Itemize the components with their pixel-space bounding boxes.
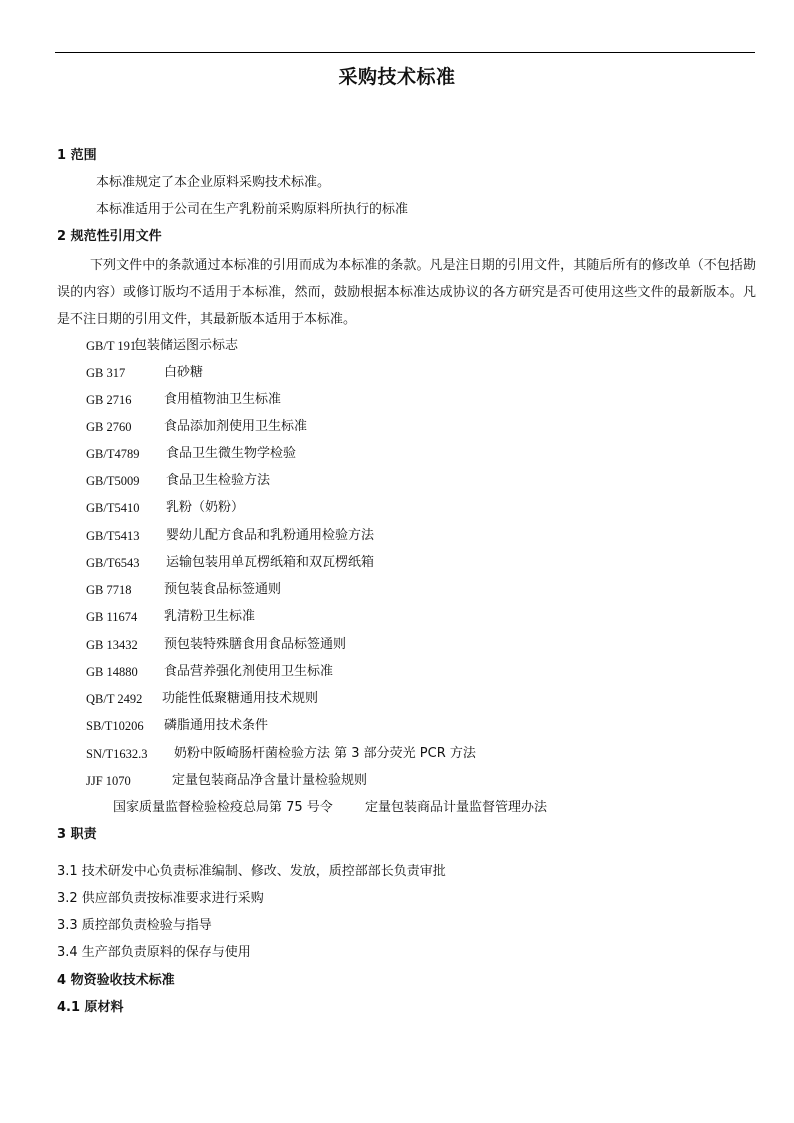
reference-code: GB/T5413 bbox=[86, 529, 140, 543]
section-3-item-4: 3.4 生产部负责原料的保存与使用 bbox=[57, 945, 251, 960]
reference-code: GB/T 191 bbox=[86, 339, 137, 353]
reference-code: SN/T1632.3 bbox=[86, 747, 148, 761]
reference-name: 定量包装商品净含量计量检验规则 bbox=[172, 773, 368, 788]
decree-source: 国家质量监督检验检疫总局第 75 号令 bbox=[113, 800, 333, 815]
reference-item bbox=[86, 554, 375, 573]
reference-item bbox=[86, 772, 368, 791]
reference-name: 磷脂通用技术条件 bbox=[164, 718, 269, 733]
section-3-item-1: 3.1 技术研发中心负责标准编制、修改、发放，质控部部长负责审批 bbox=[57, 864, 446, 879]
reference-code: GB/T4789 bbox=[86, 447, 140, 461]
reference-name: 婴幼儿配方食品和乳粉通用检验方法 bbox=[166, 528, 375, 543]
reference-code: GB 2716 bbox=[86, 393, 132, 407]
reference-code: GB 7718 bbox=[86, 583, 132, 597]
reference-item bbox=[86, 337, 239, 356]
reference-code: GB 11674 bbox=[86, 610, 138, 624]
reference-name: 食用植物油卫生标准 bbox=[164, 392, 282, 407]
reference-name: 包装储运图示标志 bbox=[134, 338, 239, 353]
reference-item bbox=[86, 690, 319, 709]
section-1-line-2: 本标准适用于公司在生产乳粉前采购原料所执行的标准 bbox=[96, 202, 409, 217]
section-3-item-2: 3.2 供应部负责按标准要求进行采购 bbox=[57, 891, 264, 906]
section-3-heading: 3 职责 bbox=[57, 827, 97, 842]
reference-item bbox=[86, 608, 256, 627]
reference-code: GB 2760 bbox=[86, 420, 132, 434]
reference-item bbox=[86, 527, 375, 546]
reference-name: 乳粉（奶粉） bbox=[166, 500, 245, 515]
reference-item bbox=[86, 418, 308, 437]
section-4-1-heading: 4.1 原材料 bbox=[57, 1000, 124, 1015]
reference-item bbox=[86, 745, 476, 764]
reference-name: 功能性低聚糖通用技术规则 bbox=[162, 691, 319, 706]
reference-name: 食品添加剂使用卫生标准 bbox=[164, 419, 308, 434]
reference-name: 白砂糖 bbox=[164, 365, 204, 380]
reference-item bbox=[86, 391, 282, 410]
section-1-heading: 1 范围 bbox=[57, 148, 97, 163]
document-title: 采购技术标准 bbox=[338, 66, 456, 88]
section-2-paragraph: 下列文件中的条款通过本标准的引用而成为本标准的条款。凡是注日期的引用文件，其随后所有的修改单（不包括勘误的内容）或修订版均不适用于本标准，然而，鼓励根据本标准达成协议的各方研究是否可使用这些文件的最新版本。凡是不注日期的引用文件，其最新版本适用于本标准。 bbox=[57, 258, 756, 327]
reference-code: GB 317 bbox=[86, 366, 126, 380]
reference-name: 预包装食品标签通则 bbox=[164, 582, 282, 597]
section-3-item-3: 3.3 质控部负责检验与指导 bbox=[57, 918, 212, 933]
reference-code: QB/T 2492 bbox=[86, 692, 143, 706]
reference-code: GB/T5410 bbox=[86, 501, 140, 515]
decree-reference bbox=[113, 799, 548, 817]
reference-item bbox=[86, 636, 347, 655]
reference-name: 乳清粉卫生标准 bbox=[164, 609, 256, 624]
reference-name: 食品卫生微生物学检验 bbox=[166, 446, 297, 461]
reference-code: SB/T10206 bbox=[86, 719, 144, 733]
reference-item bbox=[86, 445, 297, 464]
reference-name: 食品营养强化剂使用卫生标准 bbox=[164, 664, 334, 679]
reference-name: 奶粉中阪崎肠杆菌检验方法 第 3 部分荧光 PCR 方法 bbox=[174, 746, 476, 761]
reference-code: GB/T5009 bbox=[86, 474, 140, 488]
reference-item bbox=[86, 472, 271, 491]
reference-code: GB/T6543 bbox=[86, 556, 140, 570]
section-4-heading: 4 物资验收技术标准 bbox=[57, 973, 175, 988]
reference-item bbox=[86, 499, 245, 518]
reference-item bbox=[86, 663, 334, 682]
reference-code: JJF 1070 bbox=[86, 774, 131, 788]
reference-item bbox=[86, 364, 204, 383]
section-1-line-1: 本标准规定了本企业原料采购技术标准。 bbox=[96, 175, 331, 190]
reference-name: 食品卫生检验方法 bbox=[166, 473, 271, 488]
reference-name: 预包装特殊膳食用食品标签通则 bbox=[164, 637, 347, 652]
reference-item bbox=[86, 717, 269, 736]
decree-name: 定量包装商品计量监督管理办法 bbox=[365, 800, 548, 815]
reference-item bbox=[86, 581, 282, 600]
reference-name: 运输包装用单瓦楞纸箱和双瓦楞纸箱 bbox=[166, 555, 375, 570]
header-rule bbox=[55, 52, 755, 53]
reference-code: GB 14880 bbox=[86, 665, 138, 679]
reference-code: GB 13432 bbox=[86, 638, 138, 652]
section-2-heading: 2 规范性引用文件 bbox=[57, 229, 162, 244]
